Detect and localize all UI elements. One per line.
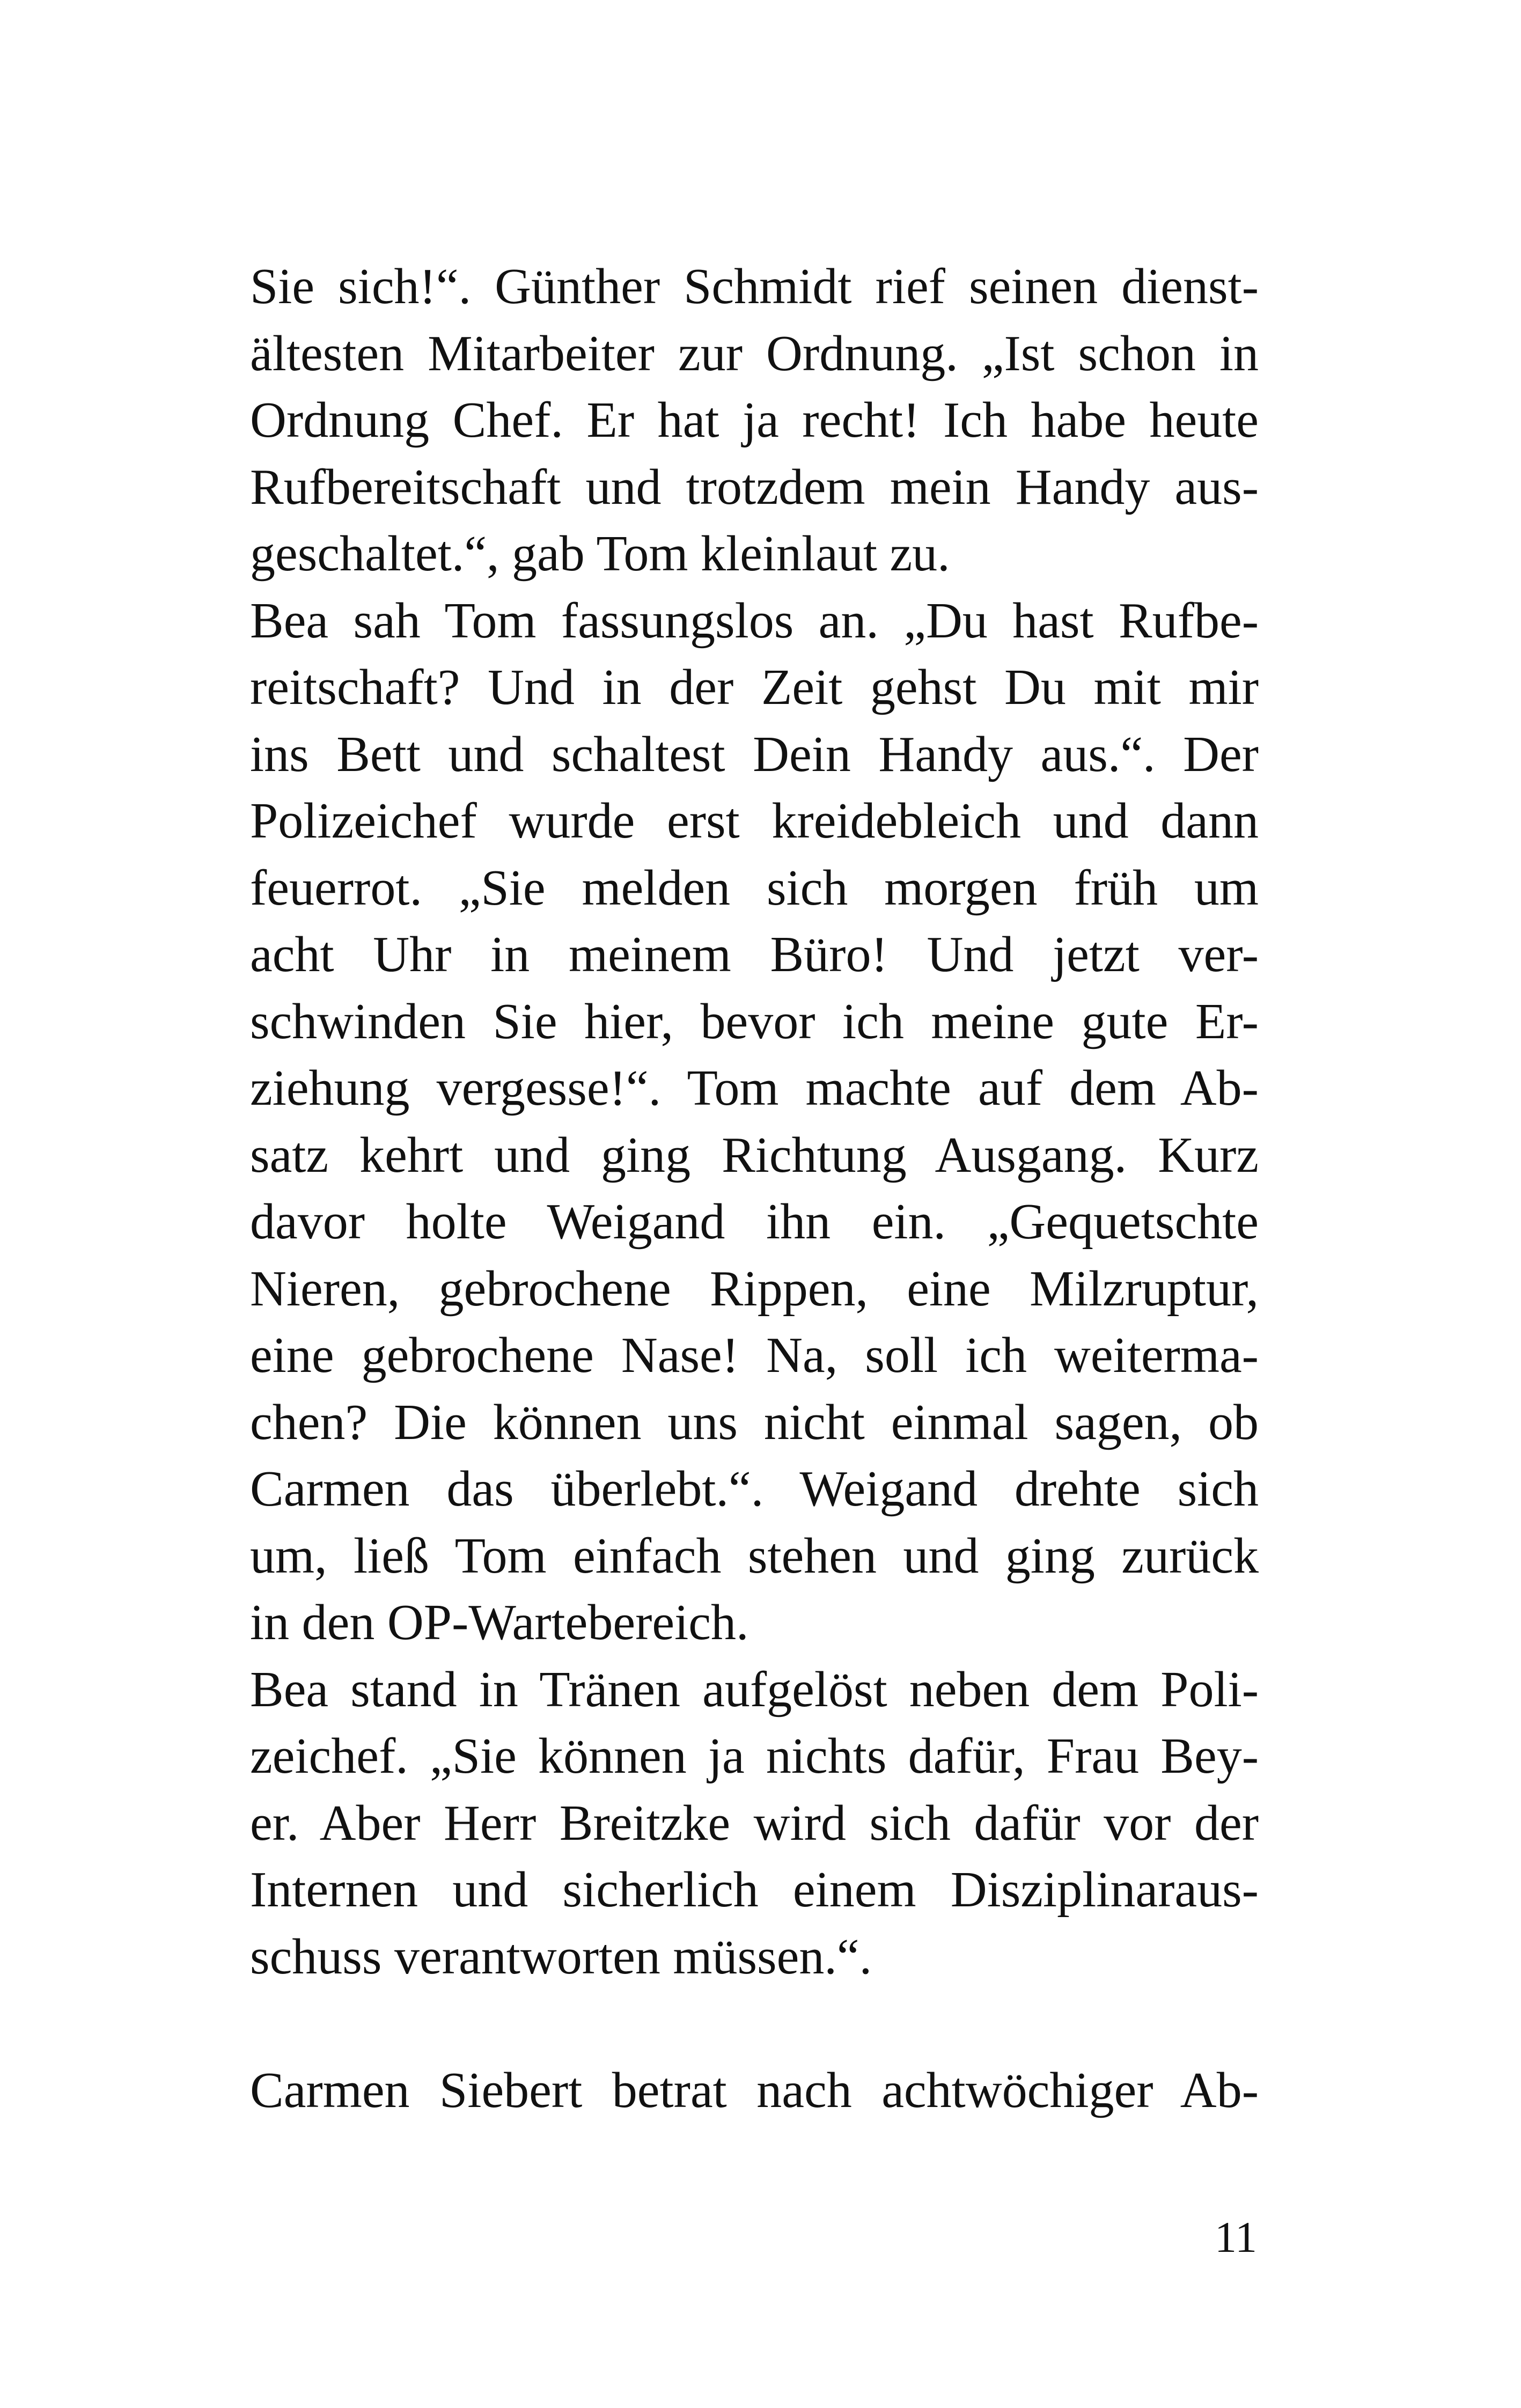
text-line: um, ließ Tom einfach stehen und ging zurück xyxy=(250,1528,1259,1584)
text-line: Internen und sicherlich einem Disziplinaraus- xyxy=(250,1862,1259,1918)
text-line: ins Bett und schaltest Dein Handy aus.“. Der xyxy=(250,726,1259,782)
text-line: Rufbereitschaft und trotzdem mein Handy aus- xyxy=(250,459,1259,515)
text-line: Bea sah Tom fassungslos an. „Du hast Rufbe- xyxy=(250,592,1259,649)
text-line: schuss verantworten müssen.“. xyxy=(250,1928,872,1985)
text-line: geschaltet.“, gab Tom kleinlaut zu. xyxy=(250,526,950,582)
text-line: in den OP-Wartebereich. xyxy=(250,1595,749,1650)
text-line: schwinden Sie hier, bevor ich meine gute Er- xyxy=(250,993,1259,1049)
text-line: ältesten Mitarbeiter zur Ordnung. „Ist schon in xyxy=(250,325,1259,381)
text-line: Sie sich!“. Günther Schmidt rief seinen dienst- xyxy=(250,259,1259,314)
text-line: zeichef. „Sie können ja nichts dafür, Frau Bey- xyxy=(250,1728,1259,1784)
text-line: Bea stand in Tränen aufgelöst neben dem Poli- xyxy=(250,1661,1259,1717)
text-line: davor holte Weigand ihn ein. „Gequetschte xyxy=(250,1194,1259,1250)
blank-line xyxy=(250,1990,1259,2057)
text-line: reitschaft? Und in der Zeit gehst Du mit mir xyxy=(250,659,1259,715)
text-line: Ordnung Chef. Er hat ja recht! Ich habe heute xyxy=(250,392,1259,448)
text-line: Polizeichef wurde erst kreidebleich und dann xyxy=(250,793,1259,849)
text-line: acht Uhr in meinem Büro! Und jetzt ver- xyxy=(250,927,1259,982)
text-line: satz kehrt und ging Richtung Ausgang. Kurz xyxy=(250,1127,1259,1183)
body-text xyxy=(250,253,1259,2124)
text-line: chen? Die können uns nicht einmal sagen, ob xyxy=(250,1394,1259,1450)
text-line: ziehung vergesse!“. Tom machte auf dem Ab- xyxy=(250,1060,1259,1116)
text-line: er. Aber Herr Breitzke wird sich dafür vor der xyxy=(250,1795,1259,1851)
text-line: Nieren, gebrochene Rippen, eine Milzruptur, xyxy=(250,1260,1259,1317)
text-line: Carmen Siebert betrat nach achtwöchiger Ab- xyxy=(250,2062,1259,2118)
text-line: eine gebrochene Nase! Na, soll ich weiterma- xyxy=(250,1327,1259,1383)
text-line: feuerrot. „Sie melden sich morgen früh um xyxy=(250,860,1259,916)
text-line: Carmen das überlebt.“. Weigand drehte sich xyxy=(250,1461,1259,1517)
page-number: 11 xyxy=(1215,2213,1257,2262)
